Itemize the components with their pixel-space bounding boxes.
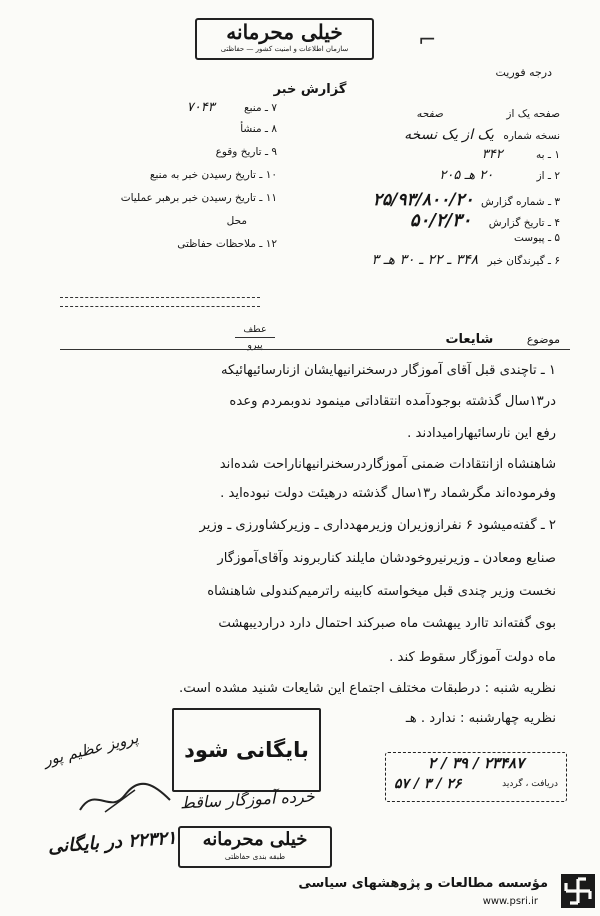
body-line: رفع این نارسائیهارامیدادند . [407,426,556,441]
form-row-from [280,168,560,190]
top-stamp-subtext: سازمان اطلاعات و امنیت کشور — حفاظتی [220,45,349,53]
reference-atf: عطف [235,322,275,338]
form-row-value: ۳۴۲ [481,147,503,162]
top-stamp-text: خیلی محرمانه [226,20,343,44]
form-row-report-number [280,190,560,210]
subject-value: شایعات [445,332,494,347]
received-caption: دریافت ، گردید [502,779,558,789]
form-row-label: ۹ ـ تاریخ وقوع [215,146,277,158]
subject-line [260,332,560,347]
form-row-attachment [280,232,560,252]
top-classification-stamp [195,18,374,60]
form-row-label: صفحه یک از [506,108,560,120]
bottom-classification-stamp [178,826,332,868]
form-row-source [62,100,277,123]
body-line: شاهنشاه ازانتقادات ضمنی آموزگاردرسخنرانیهاناراحت شده‌اند [219,457,556,472]
form-right-column [280,108,560,272]
form-divider-top [60,297,260,298]
form-row-occurrence-date [62,146,277,169]
body-line: در۱۳سال گذشته بوجودآمده انتقاداتی مینمود ندوبمردم وعده [229,394,556,409]
body-line: نظریه چهارشنبه : ندارد . هـ [405,711,556,726]
reference-piro: پیرو [247,340,263,351]
form-row-label: ۷ ـ منبع [244,102,277,114]
form-row-label: ۶ ـ گیرندگان خبر [487,255,560,267]
bottom-stamp-subtext: طبقه بندی حفاظتی [224,852,286,861]
institute-logo-icon [560,873,596,909]
form-row-copy [280,127,560,147]
footer-institute: مؤسسه مطالعات و پژوهشهای سیاسی [298,876,548,891]
signature-name: پرویز عظیم پور [42,728,141,770]
form-row-value: صفحه [416,108,444,120]
form-row-location [62,215,277,238]
form-row-value: ۳۴۸ ـ ۲۲ ـ ۳۰ هـ ۳ [371,252,479,268]
form-row-label: ۸ ـ منشأ [240,123,277,135]
received-row [386,773,566,795]
form-row-label: محل [226,215,247,227]
form-row-label: ۱۰ ـ تاریخ رسیدن خبر به منبع [149,169,277,181]
form-row-recipients [280,252,560,272]
form-row-label: ۳ ـ شماره گزارش [481,196,560,208]
form-row-value: ۲۵/۹۳/۸۰۰/۲۰ [372,190,474,210]
bottom-stamp-text: خیلی محرمانه [202,829,308,850]
body-line: نظریه شنبه : درطبقات مختلف اجتماع این شایعات شنید مشده است. [179,681,556,696]
body-line: صنایع ومعادن ـ وزیرنیروخودشان مایلند کناربروند وآقای‌آموزگار [217,551,556,566]
form-row-label: ۲ ـ از [536,170,560,182]
form-row-label: ۴ ـ تاریخ گزارش [488,217,560,229]
form-row-value: ۲۰ هـ ۲۰۵ [439,168,494,183]
form-row-page [280,108,560,127]
handwritten-note: خرده آموزگار ساقط [179,786,316,813]
form-row-label: ۱ ـ به [536,149,560,161]
archive-stamp [172,708,321,792]
signature-scribble [75,780,175,820]
footer-url[interactable]: www.psri.ir [482,896,538,907]
body-line: ماه دولت آموزگار سقوط کند . [389,650,556,665]
form-row-value: ۵۰/۲/۳۰ [409,210,472,231]
form-row-label: ۱۱ ـ تاریخ رسیدن خبر برهبر عملیات [120,192,277,204]
form-row-security-notes [62,238,277,261]
form-row-report-date [280,210,560,232]
form-row-origin [62,123,277,146]
subject-label: موضوع [526,333,560,346]
received-stamp [385,752,567,802]
body-line: بوی گفته‌اند تاارد یبهشت ماه صبرکند احتمال دارد دراردیبهشت [218,616,556,631]
archive-stamp-text: بایگانی شود [184,738,309,762]
report-title: گزارش خبر [273,82,347,97]
form-row-operations-received-date [62,192,277,215]
body-line: نخست وزیر چندی قبل میخواسته کابینه راترمیم‌کندولی شاهنشاه [207,584,556,599]
archive-number-handwriting: ۲۲۳۲۱ در بایگانی [47,827,178,858]
form-row-to [280,147,560,168]
received-date: ۲۶ / ۳ / ۵۷ [394,776,462,792]
form-divider-bottom [60,306,260,307]
form-left-column [62,100,277,261]
corner-mark: ⌐ [418,28,437,53]
form-row-value: یک از یک نسخه [404,127,494,143]
body-line: ۱ ـ تاچندی قبل آقای آموزگار درسخنرانیهایشان ازنارسائیهائیکه [220,363,556,378]
form-row-label: نسخه شماره [503,130,560,142]
body-line: ۲ ـ گفته‌میشود ۶ نفرازوزیران وزیرمهدداری ـ وزیرکشاورزی ـ وزیر [199,518,556,533]
received-number: ۲۳۴۸۷ / ۳۹ / ۲ [427,754,525,772]
form-row-label: ۱۲ ـ ملاحظات حفاظتی [177,238,277,250]
body-line: وفرموده‌اند مگرشماد ر۱۳سال گذشته درهیئت دولت نبوده‌اید . [220,486,556,501]
degree-of-urgency-label: درجه فوریت [495,66,552,79]
form-row-value: ۷۰۴۳ [186,100,215,115]
subject-underline [60,349,570,350]
form-row-label: ۵ ـ پیوست [513,232,560,244]
form-row-source-received-date [62,169,277,192]
